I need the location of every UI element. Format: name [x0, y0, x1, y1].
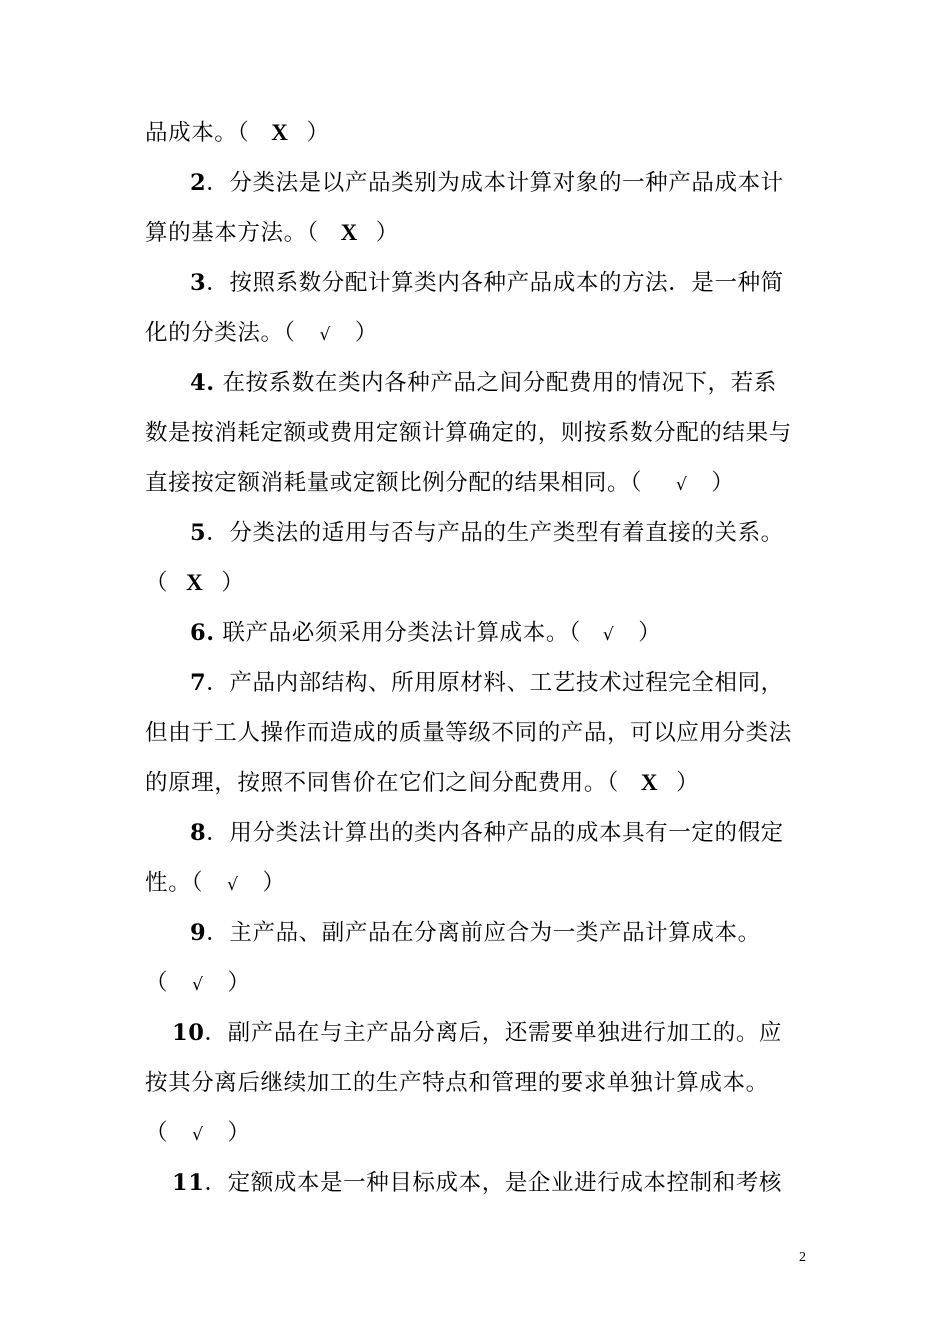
line-text: （ — [145, 570, 169, 596]
question-line — [145, 158, 810, 208]
question-number: 7 — [190, 670, 207, 696]
question-line — [145, 258, 810, 308]
answer-mark: X — [186, 570, 204, 595]
line-text: 数是按消耗定额或费用定额计算确定的，则按系数分配的结果与 — [145, 420, 792, 446]
question-line — [145, 608, 810, 658]
line-text: 性。（ — [145, 870, 204, 896]
line-text: ．副产品在与主产品分离后，还需要单独进行加工的。应 — [204, 1020, 783, 1046]
question-line — [145, 658, 810, 708]
question-number: 11 — [172, 1170, 205, 1196]
answer-mark: √ — [602, 625, 615, 645]
text-line — [145, 558, 810, 608]
line-text: 按其分离后继续加工的生产特点和管理的要求单独计算成本。 — [145, 1070, 769, 1096]
page-number: 2 — [799, 1250, 806, 1265]
line-text: （ — [145, 1120, 169, 1146]
line-text: ．主产品、副产品在分离前应合为一类产品计算成本。 — [206, 920, 761, 946]
close-paren: ） — [711, 470, 735, 496]
question-line — [145, 508, 810, 558]
answer-mark: √ — [227, 875, 239, 895]
text-line — [145, 208, 810, 258]
line-text: 的原理，按照不同售价在它们之间分配费用。（ — [145, 770, 619, 796]
line-text: ．分类法的适用与否与产品的生产类型有着直接的关系。 — [206, 520, 784, 546]
text-line — [145, 708, 810, 758]
answer-mark: X — [340, 220, 358, 245]
line-text: ．定额成本是一种目标成本，是企业进行成本控制和考核 — [204, 1170, 783, 1196]
answer-mark: √ — [192, 975, 204, 995]
close-paren: ） — [638, 620, 662, 646]
line-text: ．按照系数分配计算类内各种产品成本的方法．是一种简 — [206, 270, 784, 296]
answer-mark: √ — [319, 325, 331, 345]
answer-mark: X — [640, 770, 659, 795]
close-paren: ） — [262, 870, 286, 896]
line-text: 品成本。（ — [145, 120, 250, 146]
close-paren: ） — [306, 120, 330, 146]
text-line — [145, 858, 810, 908]
line-text: 但由于工人操作而造成的质量等级不同的产品，可以应用分类法 — [145, 720, 792, 746]
line-text: 在按系数在类内各种产品之间分配费用的情况下，若系 — [214, 370, 777, 396]
question-line — [172, 1008, 837, 1058]
text-line — [145, 1058, 810, 1108]
line-text: 算的基本方法。（ — [145, 220, 319, 246]
text-line — [145, 408, 810, 458]
line-text: ．分类法是以产品类别为成本计算对象的一种产品成本计 — [206, 170, 784, 196]
answer-mark: √ — [675, 475, 688, 495]
question-number: 4. — [190, 370, 215, 396]
close-paren: ） — [676, 770, 700, 796]
line-text: 化的分类法。（ — [145, 320, 296, 346]
line-text: ．产品内部结构、所用原材料、工艺技术过程完全相同， — [206, 670, 784, 696]
question-line — [145, 808, 810, 858]
answer-mark: X — [271, 120, 289, 145]
text-line — [145, 108, 810, 158]
answer-mark: √ — [192, 1125, 204, 1145]
question-line — [145, 358, 810, 408]
text-line — [145, 758, 810, 808]
question-line — [145, 908, 810, 958]
question-number: 8 — [190, 820, 207, 846]
question-number: 6. — [190, 620, 215, 646]
line-text: （ — [145, 970, 169, 996]
text-line — [145, 458, 810, 508]
close-paren: ） — [354, 320, 378, 346]
question-number: 9 — [190, 920, 207, 946]
text-line — [145, 958, 810, 1008]
question-line — [172, 1158, 837, 1208]
question-number: 5 — [190, 520, 207, 546]
question-number: 2 — [190, 170, 207, 196]
text-line — [145, 308, 810, 358]
line-text: ．用分类法计算出的类内各种产品的成本具有一定的假定 — [206, 820, 784, 846]
text-line — [145, 1108, 810, 1158]
close-paren: ） — [227, 970, 251, 996]
close-paren: ） — [375, 220, 399, 246]
line-text: 直接按定额消耗量或定额比例分配的结果相同。（ — [145, 470, 642, 496]
line-text: 联产品必须采用分类法计算成本。（ — [214, 620, 581, 646]
close-paren: ） — [227, 1120, 251, 1146]
close-paren: ） — [221, 570, 245, 596]
question-number: 3 — [190, 270, 207, 296]
question-number: 10 — [172, 1020, 205, 1046]
